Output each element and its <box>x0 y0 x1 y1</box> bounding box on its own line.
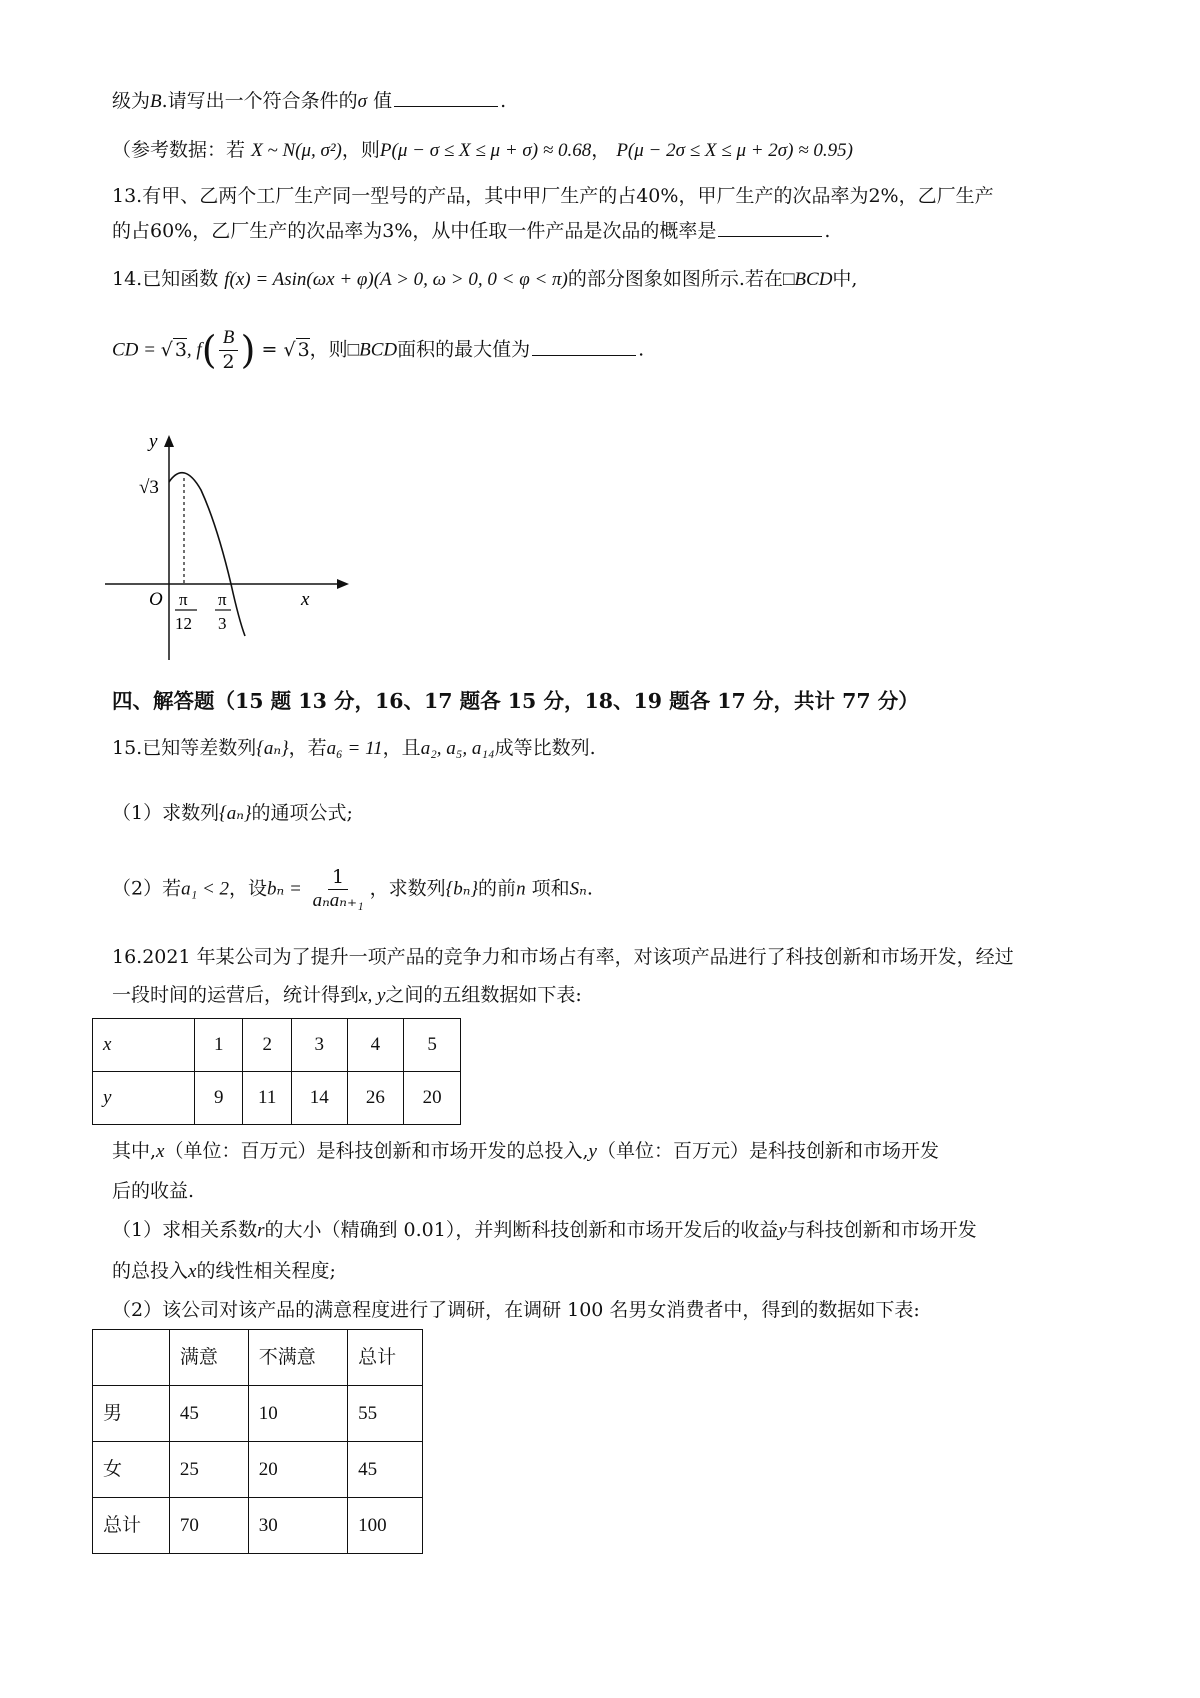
q15-sequence: {aₙ} <box>256 738 289 759</box>
q16-part1-line2: 的总投入x的线性相关程度; <box>112 1260 336 1282</box>
q13-line1: 13.有甲、乙两个工厂生产同一型号的产品，其中甲厂生产的占40%，甲厂生产的次品率为2%，乙厂生产 <box>112 185 994 207</box>
table-row <box>93 1072 461 1125</box>
q14-text: 面积的最大值为 <box>397 338 531 361</box>
table-cell: 30 <box>248 1498 347 1554</box>
table-cell: 4 <box>347 1019 404 1072</box>
x-axis-arrow <box>337 579 349 589</box>
table-cell: 男 <box>93 1386 170 1442</box>
q14-line1 <box>112 266 857 294</box>
tick2-den: 3 <box>218 614 227 633</box>
table-cell: 70 <box>169 1498 248 1554</box>
table-cell: y <box>93 1072 195 1125</box>
table-header-cell: 不满意 <box>248 1330 347 1386</box>
q16-part1: （1）求相关系数r的大小（精确到 0.01），并判断科技创新和市场开发后的收益y与科技创新和市场开发 <box>112 1219 977 1241</box>
q14-text: 的部分图象如图所示.若在 <box>567 268 783 290</box>
q14-text: . <box>638 338 645 361</box>
section-title: 四、解答题（15 题 13 分，16、17 题各 15 分，18、19 题各 17 分，共计 77 分） <box>112 689 919 713</box>
q13-text: 的占60%，乙厂生产的次品率为3%，从中任取一件产品是次品的概率是 <box>112 220 717 242</box>
table-header-cell: 总计 <box>348 1330 423 1386</box>
table-cell: 2 <box>243 1019 291 1072</box>
table-cell: 总计 <box>93 1498 170 1554</box>
q12-line1 <box>112 88 506 116</box>
q14-condition: (A > 0, ω > 0, 0 < φ < π) <box>373 269 568 290</box>
x-label: x <box>301 589 310 610</box>
ref-prob1: P(μ − σ ≤ X ≤ μ + σ) ≈ 0.68 <box>379 140 592 161</box>
q12-text: 级为 <box>112 90 151 112</box>
fraction-b-over-2: $\frac{B}{2}$ <box>219 327 239 374</box>
q14-text: 中, <box>832 268 858 290</box>
q16-part2: （2）该公司对该产品的满意程度进行了调研，在调研 100 名男女消费者中，得到的数据如下表: <box>112 1299 920 1321</box>
q15-terms: a₂, a₅, a₁₄ <box>420 738 495 759</box>
table-cell: 9 <box>195 1072 243 1125</box>
answer-blank <box>718 218 822 237</box>
q13-text: . <box>824 220 831 242</box>
table-row <box>93 1019 461 1072</box>
table-cell: 20 <box>404 1072 461 1125</box>
sine-curve <box>169 473 245 636</box>
answer-blank <box>532 337 636 356</box>
ref-text: ，则 <box>341 139 380 161</box>
q14-line2: CD = √ 3, f( $\frac{B}{2}$ ) = √ 3，则□BCD面积的最大值为 . <box>112 327 645 374</box>
satisfaction-table <box>92 1329 423 1554</box>
table-cell: 女 <box>93 1442 170 1498</box>
q15-part2: （2）若a₁ < 2，设bₙ = $\frac{1}{\text{aₙaₙ₊₁}}$ ，求数列{bₙ}的前n 项和Sₙ. <box>112 866 593 911</box>
table-cell: 45 <box>169 1386 248 1442</box>
table-cell: 11 <box>243 1072 291 1125</box>
sqrt-symbol: √ 3 <box>283 338 310 361</box>
table-cell: 55 <box>348 1386 423 1442</box>
table-cell: 5 <box>404 1019 461 1072</box>
q16-desc1: 其中,x（单位：百万元）是科技创新和市场开发的总投入,y（单位：百万元）是科技创新和市场开发 <box>112 1140 939 1162</box>
ref-text: （参考数据：若 <box>112 139 246 161</box>
table-cell: x <box>93 1019 195 1072</box>
q14-text: 14.已知函数 <box>112 268 219 290</box>
sqrt-symbol: √ 3 <box>160 338 187 361</box>
y-label: y <box>149 431 158 452</box>
sine-graph <box>105 430 365 670</box>
table-cell: 20 <box>248 1442 347 1498</box>
table-cell: 100 <box>348 1498 423 1554</box>
ref-prob2: P(μ − 2σ ≤ X ≤ μ + 2σ) ≈ 0.95) <box>616 140 854 161</box>
q12-sigma: σ <box>357 91 368 112</box>
q14-cd: CD = <box>112 339 161 361</box>
table-header-row <box>93 1330 423 1386</box>
y-axis-arrow <box>164 435 174 447</box>
answer-blank <box>394 88 498 107</box>
fraction-bn: $\frac{1}{\text{aₙaₙ₊₁}}$ <box>312 866 364 911</box>
q12-text: . <box>500 90 507 112</box>
table-cell: 25 <box>169 1442 248 1498</box>
tick1-num: π <box>179 590 188 609</box>
table-cell: 10 <box>248 1386 347 1442</box>
table-header-cell <box>93 1330 170 1386</box>
table-cell: 3 <box>291 1019 347 1072</box>
q12-text: .请写出一个符合条件的 <box>161 90 358 112</box>
tick1-den: 12 <box>175 614 192 633</box>
ref-distribution: X ~ N(μ, σ²) <box>251 140 342 161</box>
ref-text: ， <box>591 139 611 161</box>
q14-triangle: □BCD <box>347 339 398 361</box>
table-row <box>93 1386 423 1442</box>
q15-stem: 15.已知等差数列{aₙ}，若a₆ = 11，且a₂, a₅, a₁₄成等比数列. <box>112 737 596 759</box>
q16-desc2: 后的收益. <box>112 1180 195 1202</box>
q14-function: f(x) = Asin(ωx + φ) <box>224 269 374 290</box>
table-cell: 1 <box>195 1019 243 1072</box>
q16-line1: 16.2021 年某公司为了提升一项产品的竞争力和市场占有率，对该项产品进行了科技创新和市场开发，经过 <box>112 946 1014 968</box>
q15-part1: （1）求数列{aₙ}的通项公式; <box>112 802 353 824</box>
q14-text: ，则 <box>309 338 348 361</box>
q15-condition: a₆ = 11 <box>326 738 383 759</box>
origin-label: O <box>149 589 163 610</box>
tick2-num: π <box>218 590 227 609</box>
q14-f: , f <box>186 339 202 361</box>
max-label: √3 <box>139 477 159 498</box>
table-cell: 14 <box>291 1072 347 1125</box>
q12-reference <box>112 137 853 165</box>
table-header-cell: 满意 <box>169 1330 248 1386</box>
table-row <box>93 1498 423 1554</box>
table-cell: 45 <box>348 1442 423 1498</box>
q12-B: B <box>150 91 162 112</box>
q16-line2: 一段时间的运营后，统计得到x, y之间的五组数据如下表: <box>112 984 582 1006</box>
table-row <box>93 1442 423 1498</box>
xy-data-table <box>92 1018 461 1125</box>
q12-text: 值 <box>367 90 393 112</box>
q14-triangle: □BCD <box>782 269 833 290</box>
q13-line2 <box>112 218 830 246</box>
table-cell: 26 <box>347 1072 404 1125</box>
